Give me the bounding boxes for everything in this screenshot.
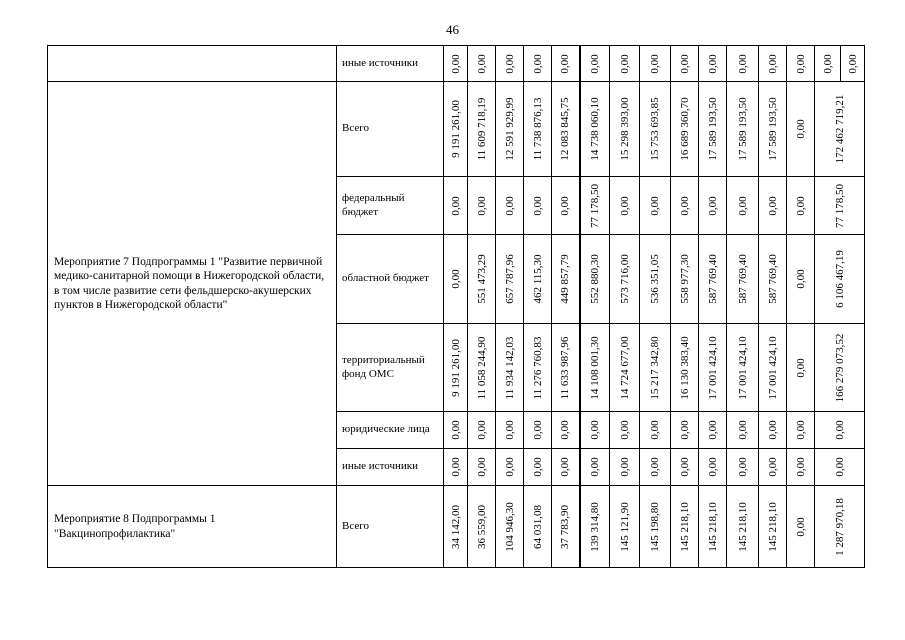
value-cell [671,324,699,412]
value-cell [815,486,865,568]
value-text: 0,00 [678,53,691,74]
value-text: 0,00 [475,195,488,216]
value-cell [640,412,671,449]
value-text: 15 753 693,85 [649,97,661,161]
value-text: 0,00 [531,420,544,440]
value-cell [787,235,815,324]
value-text: 0,00 [531,53,544,74]
value-text: 0,00 [794,457,807,477]
value-text: 0,00 [846,53,859,74]
value-cell [552,82,580,177]
measure-name [48,46,337,82]
value-text: 0,00 [531,195,544,216]
value-text: 0,00 [503,195,516,216]
value-text: 17 001 424,10 [706,335,719,400]
value-cell [815,235,865,324]
value-cell [524,235,552,324]
value-cell [552,449,580,486]
value-text: 536 351,05 [649,254,661,304]
value-text: 587 769,40 [736,254,749,304]
value-text: 0,00 [449,53,462,74]
value-cell [727,412,759,449]
value-cell [699,82,727,177]
value-text: 16 130 383,40 [678,335,691,400]
value-text: 0,00 [794,53,807,74]
value-cell [468,235,496,324]
value-cell [727,46,759,82]
value-cell [671,82,699,177]
value-text: 0,00 [588,457,601,477]
value-text: 0,00 [794,195,807,216]
value-cell [640,449,671,486]
value-text: 14 724 677,00 [618,335,631,400]
value-cell [496,449,524,486]
value-text: 657 787,96 [503,254,516,304]
value-text: 0,00 [618,195,631,216]
value-cell [699,177,727,235]
value-cell [841,46,865,82]
value-cell [759,46,787,82]
value-cell [444,82,468,177]
funding-source: юридические лица [337,412,444,449]
value-cell [759,412,787,449]
value-text: 145 218,10 [736,501,749,552]
value-cell [524,486,552,568]
value-cell [815,177,865,235]
value-cell [468,82,496,177]
value-text: 0,00 [706,457,719,477]
value-cell [468,177,496,235]
value-cell [444,449,468,486]
value-text: 0,00 [678,420,691,440]
value-cell [699,486,727,568]
value-text: 0,00 [821,53,834,74]
value-text: 0,00 [766,420,779,440]
value-cell [815,449,865,486]
value-text: 0,00 [559,420,572,440]
value-text: 34 142,00 [449,504,462,549]
funding-source: иные источники [337,449,444,486]
value-cell [580,449,610,486]
value-text: 0,00 [736,53,749,74]
value-cell [787,82,815,177]
value-text: 0,00 [678,195,691,216]
value-text: 1 287 970,18 [833,497,846,556]
funding-source: территориальный фонд ОМС [337,324,444,412]
value-cell [727,177,759,235]
value-text: 172 462 719,21 [833,94,846,164]
value-cell [787,177,815,235]
value-cell [444,235,468,324]
value-text: 12 083 845,75 [559,97,572,161]
value-cell [496,412,524,449]
value-cell [580,324,610,412]
value-text: 573 716,00 [618,254,631,304]
value-text: 11 276 760,83 [531,336,544,399]
value-text: 0,00 [475,420,488,440]
value-text: 139 314,80 [588,501,601,552]
value-text: 14 738 060,10 [588,97,601,161]
value-cell [671,177,699,235]
value-cell [552,46,580,82]
value-text: 0,00 [794,516,807,537]
value-text: 587 769,40 [706,254,719,304]
value-cell [759,235,787,324]
value-text: 12 591 929,99 [503,97,516,161]
value-cell [815,324,865,412]
value-text: 15 217 342,80 [649,335,661,400]
value-text: 37 783,90 [559,504,572,549]
funding-source: Всего [337,486,444,568]
value-text: 9 191 261,00 [449,338,462,397]
value-cell [727,449,759,486]
value-cell [759,324,787,412]
value-cell [496,177,524,235]
funding-source: Всего [337,82,444,177]
value-text: 0,00 [449,457,462,477]
value-text: 0,00 [531,457,544,477]
value-cell [552,412,580,449]
value-text: 0,00 [559,53,572,74]
value-cell [699,449,727,486]
value-text: 0,00 [766,195,779,216]
value-text: 449 857,79 [559,254,572,304]
value-cell [444,177,468,235]
value-cell [524,46,552,82]
value-cell [552,486,580,568]
value-cell [496,486,524,568]
value-cell [444,412,468,449]
table-row [48,486,865,568]
value-text: 0,00 [475,457,488,477]
value-text: 145 198,80 [649,501,661,552]
value-text: 77 178,50 [833,183,846,228]
value-text: 17 001 424,10 [766,335,779,400]
value-cell [496,46,524,82]
value-cell [671,486,699,568]
value-cell [671,46,699,82]
value-cell [727,82,759,177]
value-cell [496,324,524,412]
value-cell [468,46,496,82]
value-cell [580,46,610,82]
value-text: 0,00 [766,457,779,477]
value-text: 0,00 [449,420,462,440]
value-text: 0,00 [618,53,631,74]
value-cell [640,324,671,412]
value-text: 17 589 193,50 [736,97,749,161]
value-cell [496,82,524,177]
value-text: 0,00 [794,119,807,139]
value-text: 0,00 [736,457,749,477]
value-text: 145 218,10 [678,501,691,552]
value-text: 0,00 [588,53,601,74]
value-cell [727,235,759,324]
value-text: 15 298 393,00 [618,97,631,161]
value-text: 145 121,90 [618,501,631,552]
value-cell [815,412,865,449]
value-text: 17 001 424,10 [736,335,749,400]
value-cell [580,82,610,177]
value-text: 0,00 [736,195,749,216]
value-cell [610,324,640,412]
value-text: 11 058 244,90 [475,336,488,399]
value-text: 0,00 [449,195,462,216]
value-cell [671,412,699,449]
value-text: 36 559,00 [475,504,488,549]
value-text: 0,00 [766,53,779,74]
value-cell [640,46,671,82]
value-text: 552 880,30 [588,254,601,304]
value-cell [759,177,787,235]
value-cell [552,324,580,412]
value-cell [610,177,640,235]
value-text: 11 633 987,96 [559,336,572,399]
value-text: 0,00 [736,420,749,440]
value-cell [671,449,699,486]
value-cell [610,235,640,324]
table-row [48,82,865,177]
value-text: 14 108 001,30 [588,335,601,400]
value-text: 9 191 261,00 [449,100,462,158]
value-cell [610,46,640,82]
value-cell [699,235,727,324]
value-cell [787,412,815,449]
value-text: 462 115,30 [531,254,544,304]
value-text: 0,00 [833,457,846,477]
value-cell [468,449,496,486]
value-cell [524,177,552,235]
value-cell [699,46,727,82]
value-cell [444,486,468,568]
value-text: 145 218,10 [706,501,719,552]
value-text: 11 609 718,19 [475,97,488,161]
budget-table [47,45,865,568]
value-text: 0,00 [649,53,661,74]
value-text: 16 689 360,70 [678,97,691,161]
value-cell [759,82,787,177]
value-text: 0,00 [503,457,516,477]
value-cell [468,412,496,449]
value-cell [640,486,671,568]
value-text: 0,00 [588,420,601,440]
value-cell [468,324,496,412]
value-cell [787,46,815,82]
value-cell [524,324,552,412]
value-cell [699,412,727,449]
value-text: 0,00 [475,53,488,74]
value-cell [580,486,610,568]
value-text: 0,00 [618,457,631,477]
value-text: 0,00 [449,269,462,289]
funding-source: федеральный бюджет [337,177,444,235]
value-cell [759,486,787,568]
value-text: 551 473,29 [475,254,488,304]
value-cell [787,449,815,486]
value-cell [640,177,671,235]
value-text: 0,00 [794,420,807,440]
value-text: 0,00 [706,195,719,216]
value-text: 0,00 [649,457,661,477]
value-text: 0,00 [559,457,572,477]
value-text: 0,00 [618,420,631,440]
value-text: 77 178,50 [588,183,601,228]
value-cell [640,82,671,177]
table-row [48,46,865,82]
value-cell [640,235,671,324]
value-text: 0,00 [503,420,516,440]
value-text: 0,00 [559,195,572,216]
value-cell [787,324,815,412]
value-text: 64 031,08 [531,504,544,549]
value-cell [671,235,699,324]
value-cell [815,82,865,177]
value-text: 0,00 [706,53,719,74]
value-cell [610,486,640,568]
value-text: 0,00 [649,420,661,440]
value-cell [727,324,759,412]
value-cell [580,177,610,235]
value-cell [727,486,759,568]
value-cell [552,235,580,324]
value-text: 0,00 [794,269,807,289]
value-cell [580,235,610,324]
value-text: 0,00 [678,457,691,477]
page-number: 46 [446,22,459,37]
value-text: 11 934 142,03 [503,336,516,399]
value-cell [610,82,640,177]
value-cell [699,324,727,412]
value-text: 104 946,30 [503,501,516,552]
value-cell [468,486,496,568]
value-text: 0,00 [833,420,846,440]
value-text: 0,00 [794,357,807,378]
measure-name: Мероприятие 7 Подпрограммы 1 "Развитие первичной медико-санитарной помощи в Нижегородской области, в том числе развитие сети фельдшерско-акушерских пунктов в Нижегородской области" [48,82,337,486]
funding-source: областной бюджет [337,235,444,324]
measure-name: Мероприятие 8 Подпрограммы 1 "Вакцинопрофилактика" [48,486,337,568]
value-cell [552,177,580,235]
value-text: 0,00 [503,53,516,74]
value-text: 11 738 876,13 [531,97,544,161]
value-cell [580,412,610,449]
value-text: 17 589 193,50 [766,97,779,161]
value-cell [759,449,787,486]
value-cell [524,449,552,486]
value-text: 587 769,40 [766,254,779,304]
value-cell [524,412,552,449]
value-cell [610,449,640,486]
value-text: 6 106 467,19 [833,250,846,308]
value-text: 145 218,10 [766,501,779,552]
value-cell [787,486,815,568]
value-cell [524,82,552,177]
value-text: 166 279 073,52 [833,333,846,402]
value-text: 0,00 [649,195,661,216]
value-text: 558 977,30 [678,254,691,304]
value-cell [444,324,468,412]
value-cell [610,412,640,449]
value-cell [815,46,841,82]
value-text: 0,00 [706,420,719,440]
value-text: 17 589 193,50 [706,97,719,161]
value-cell [496,235,524,324]
funding-source: иные источники [337,46,444,82]
value-cell [444,46,468,82]
